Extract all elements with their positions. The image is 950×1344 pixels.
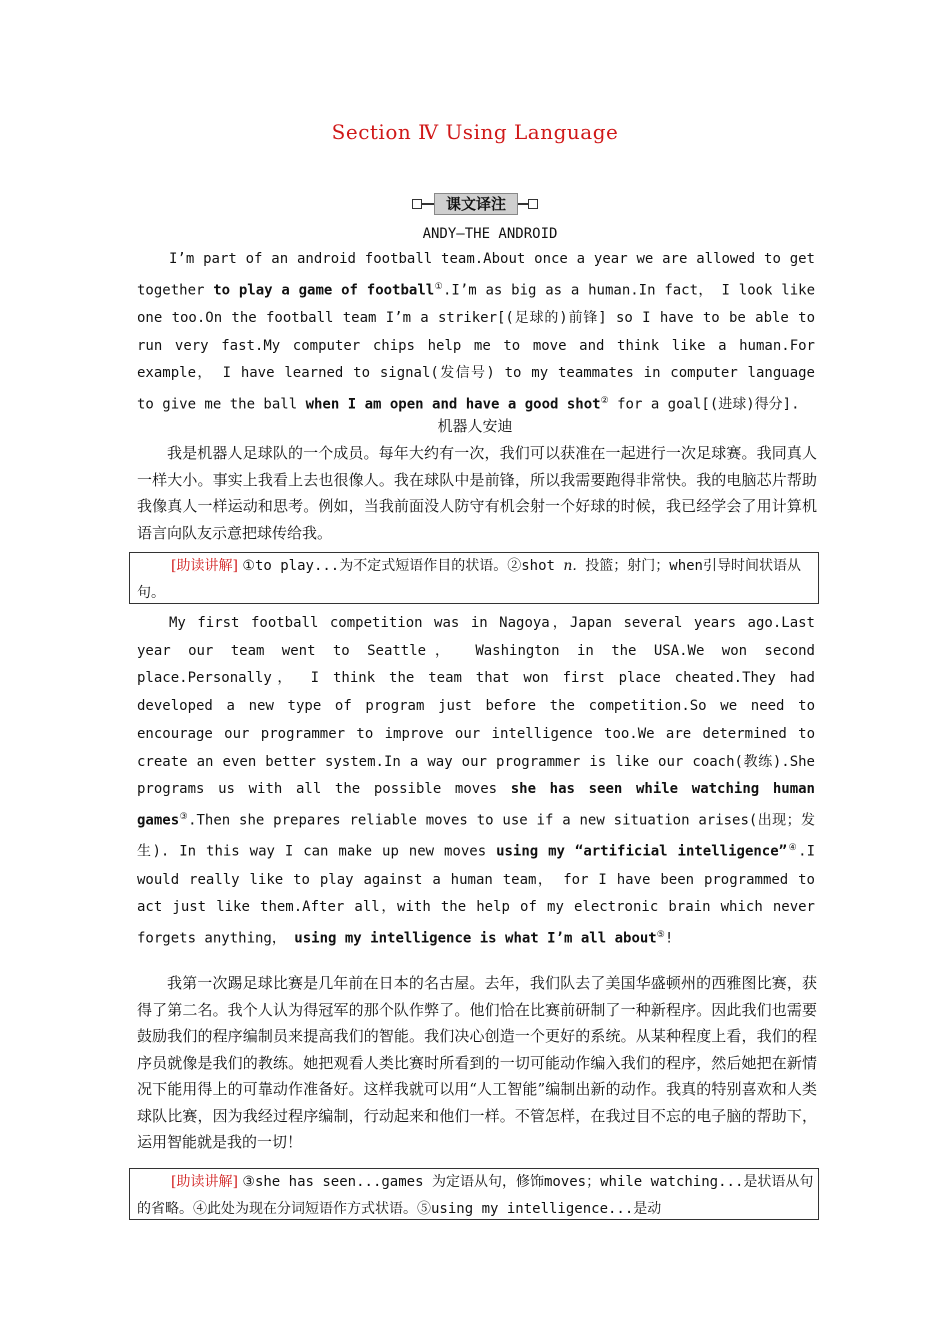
chinese-paragraph-1: 我是机器人足球队的一个成员。每年大约有一次，我们可以获准在一起进行一次足球赛。我同真人一样大小。事实上我看上去也很像人。我在球队中是前锋，所以我需要跑得非常快。我的电脑芯片帮助我像真人一样运动和思考。例如，当我前面没人防守有机会射一个好球的时候，我已经学会了用计算机语言向队友示意把球传给我。 bbox=[137, 444, 817, 542]
note-ref-4: ④ bbox=[787, 843, 799, 854]
p2-key-phrase-1: she has seen while watching human games bbox=[137, 781, 815, 829]
chinese-paragraph-2: 我第一次踢足球比赛是几年前在日本的名古屋。去年，我们队去了美国华盛顿州的西雅图比赛，获得了第二名。我个人认为得冠军的那个队作弊了。他们恰在比赛前研制了一种新程序。因此我们也需要鼓励我们的程序编制员来提高我们的智能。我们决心创造一个更好的系统。从某种程度上看，我们的程序员就像是我们的教练。她把观看人类比赛时所看到的一切可能动作编入我们的程序，然后她把在新情况下能用得上的可靠动作准备好。这样我就可以用“人工智能”编制出新的动作。我真的特别喜欢和人类球队比赛，因为我经过程序编制，行动起来和他们一样。不管怎样，在我过目不忘的电子脑的帮助下，运用智能就是我的一切！ bbox=[137, 974, 817, 1151]
note-ref-2: ② bbox=[600, 396, 609, 407]
p2-text-a: My first football competition was in Nagoya，Japan several years ago.Last year our team went to Seattle， Washington in the USA.We won second place.Personally， I think the team that won first place cheated.They had developed a new type of program just before the competition.So we need to encourage our programmer to improve our intelligence too.We are determined to create an even better system.In a way our programmer is like our coach(教练).She programs us with all the possible moves bbox=[137, 615, 815, 798]
banner-right-box bbox=[528, 199, 538, 209]
p2-text-d: .I would really like to play against a human team， for I have been programmed to act just like them.After all，with the help of my electronic brain which never forgets anything， bbox=[137, 843, 815, 947]
reading-note-2 bbox=[129, 1168, 819, 1220]
reading-note-1 bbox=[129, 552, 819, 604]
passage-title: ANDY—THE ANDROID bbox=[422, 226, 558, 242]
p1-key-phrase-2: when I am open and have a good shot bbox=[305, 396, 601, 413]
note-ref-5: ⑤ bbox=[656, 930, 665, 941]
note-tag-1: [助读讲解] bbox=[171, 558, 238, 574]
note-tag-2: [助读讲解] bbox=[171, 1174, 238, 1190]
note1-text-a: ①to play...为不定式短语作目的状语。②shot bbox=[242, 558, 564, 574]
banner-label: 课文译注 bbox=[434, 193, 518, 215]
note1-pos: n. bbox=[563, 558, 577, 574]
section-banner bbox=[412, 193, 538, 215]
banner-left-box bbox=[412, 199, 422, 209]
p2-key-phrase-3: using my intelligence is what I’m all about bbox=[294, 930, 657, 947]
note1-text-b: 投篮；射门；when引导时间状语从句。 bbox=[137, 558, 801, 601]
p2-text-c: .Then she prepares reliable moves to use if a new situation arises(出现；发生). In this way I can make up new moves bbox=[137, 812, 815, 860]
note-ref-3: ③ bbox=[179, 811, 189, 822]
p2-text-e: ! bbox=[664, 930, 674, 947]
p1-text-c: .I’m as big as a human.In fact， I look like one too.On the football team I’m a striker[(足球的)前锋] so I have to be able to run very fast.My computer chips help me to move and think like a human.For example， I have learned to signal(发信号) to my teammates in computer language to give me the ball bbox=[137, 282, 815, 413]
p1-key-phrase-1: to play a game of football bbox=[213, 282, 435, 299]
chinese-title: 机器人安迪 bbox=[437, 417, 513, 435]
english-paragraph-1 bbox=[137, 246, 815, 420]
note-ref-1: ① bbox=[434, 281, 443, 292]
note2-text: ③she has seen...games 为定语从句，修饰moves；while watching...是状语从句的省略。④此处为现在分词短语作方式状语。⑤using my intelligence...是动 bbox=[137, 1174, 814, 1217]
p1-text-a: I’m part of an android football team.About once a year we are allowed to get together bbox=[137, 251, 815, 299]
english-paragraph-2 bbox=[137, 610, 815, 953]
p2-key-phrase-2: using my “artificial intelligence” bbox=[496, 843, 788, 860]
page-title: Section Ⅳ Using Language bbox=[331, 120, 619, 144]
p1-text-d: for a goal[(进球)得分]. bbox=[608, 396, 800, 413]
